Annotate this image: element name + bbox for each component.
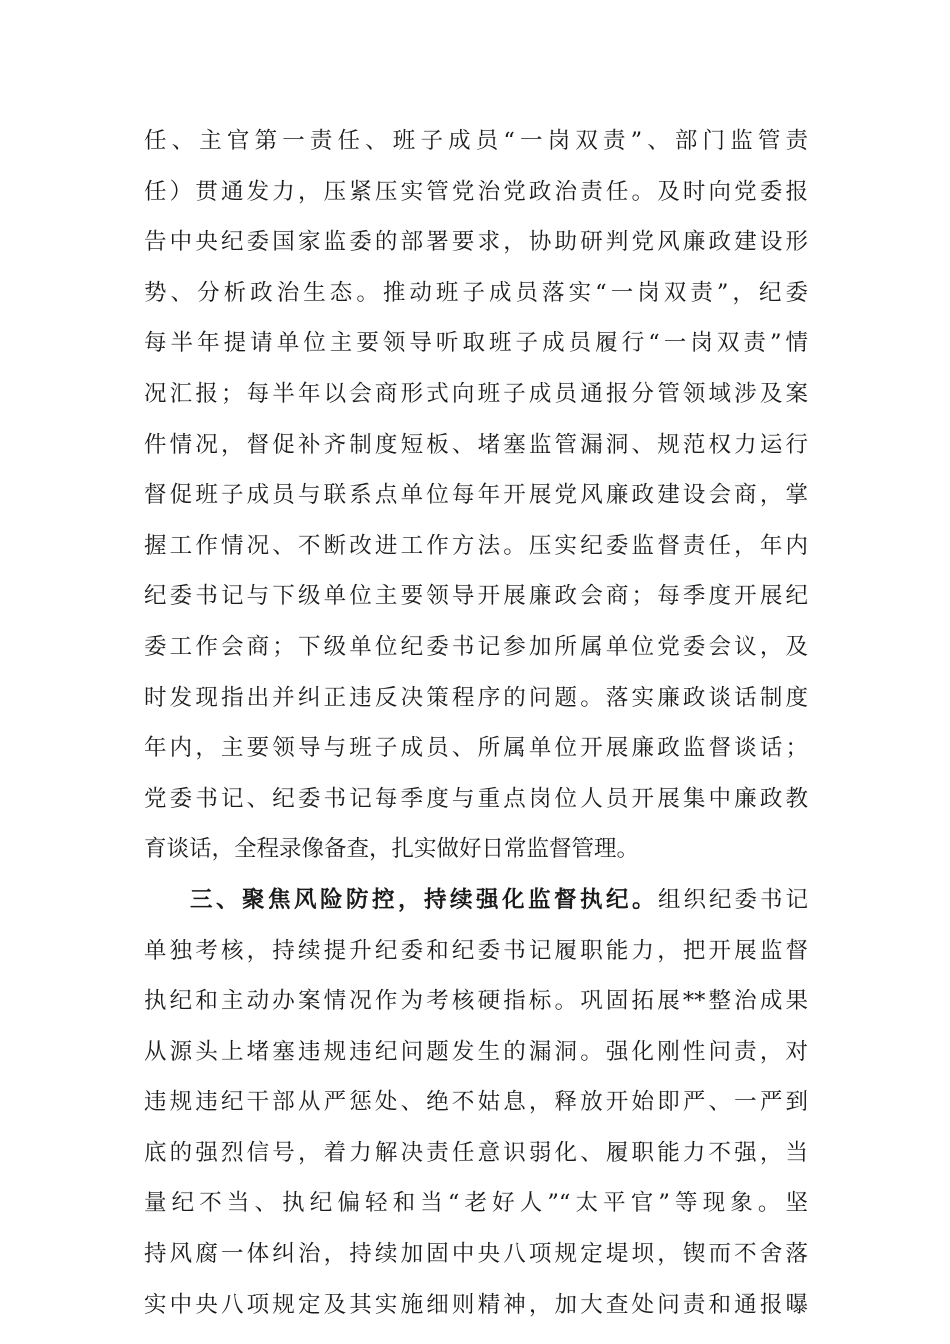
body-text (144, 116, 808, 1330)
text-line: 督促班子成员与联系点单位每年开展党风廉政建设会商，掌 (144, 482, 808, 509)
text-line: 时发现指出并纠正违反决策程序的问题。落实廉政谈话制度 (144, 684, 808, 711)
text-line: 委工作会商；下级单位纪委书记参加所属单位党委会议，及 (144, 633, 808, 660)
text-line: 件情况，督促补齐制度短板、堵塞监管漏洞、规范权力运行 (144, 431, 808, 458)
text-line: 任、主官第一责任、班子成员“一岗双责”、部门监管责 (144, 128, 808, 154)
section-heading-line (144, 875, 808, 926)
text-line: 违规违纪干部从严惩处、绝不姑息，释放开始即严、一严到 (144, 1089, 808, 1116)
text-line: 底的强烈信号，着力解决责任意识弱化、履职能力不强，当 (144, 1139, 808, 1166)
text-line: 年内，主要领导与班子成员、所属单位开展廉政监督谈话； (144, 735, 808, 762)
text-line: 党委书记、纪委书记每季度与重点岗位人员开展集中廉政教 (144, 785, 808, 812)
text-line: 握工作情况、不断改进工作方法。压实纪委监督责任，年内 (144, 532, 808, 559)
text-line: 单独考核，持续提升纪委和纪委书记履职能力，把开展监督 (144, 937, 808, 964)
text-line-paragraph-end: 育谈话，全程录像备查，扎实做好日常监督管理。 (144, 836, 640, 863)
text-line: 告中央纪委国家监委的部署要求，协助研判党风廉政建设形 (144, 229, 808, 256)
section-heading: 三、聚焦风险防控，持续强化监督执纪。 (190, 886, 658, 913)
text-line: 每半年提请单位主要领导听取班子成员履行“一岗双责”情 (144, 330, 808, 357)
section-heading-continuation: 组织纪委书记 (657, 886, 808, 913)
text-line: 纪委书记与下级单位主要领导开展廉政会商；每季度开展纪 (144, 583, 808, 610)
text-line: 持风腐一体纠治，持续加固中央八项规定堤坝，锲而不舍落 (144, 1241, 808, 1268)
text-line: 从源头上堵塞违规违纪问题发生的漏洞。强化刚性问责，对 (144, 1038, 808, 1065)
text-line: 任）贯通发力，压紧压实管党治党政治责任。及时向党委报 (144, 178, 808, 205)
text-line: 实中央八项规定及其实施细则精神，加大查处问责和通报曝 (144, 1291, 808, 1318)
text-line: 势、分析政治生态。推动班子成员落实“一岗双责”，纪委 (144, 279, 808, 306)
text-line: 执纪和主动办案情况作为考核硬指标。巩固拓展**整治成果 (144, 988, 808, 1015)
text-line: 量纪不当、执纪偏轻和当“老好人”“太平官”等现象。坚 (144, 1190, 808, 1217)
text-line: 况汇报；每半年以会商形式向班子成员通报分管领域涉及案 (144, 380, 808, 407)
